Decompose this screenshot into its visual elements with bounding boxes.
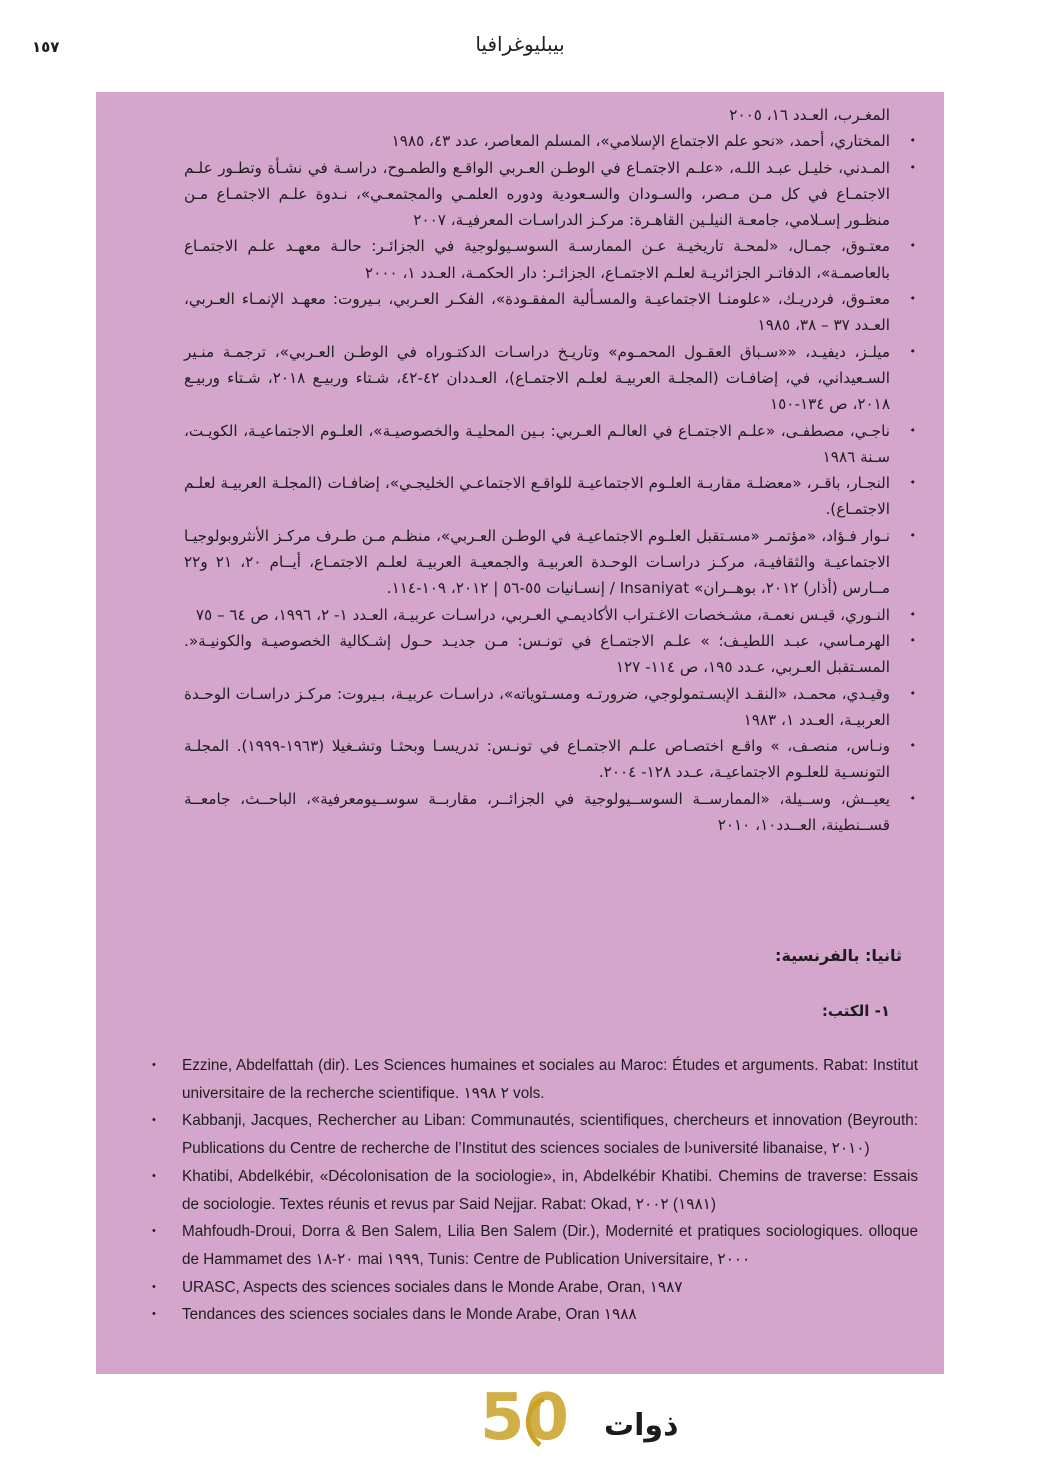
arabic-reference: • معتـوق، فردريـك، «علومنـا الاجتماعيـة والمسـألية المفقـودة»، الفكـر العـربي، بـيروت: معهـد الإنمـاء العـربي، العـدد ٣٧ – ٣٨، ١٩٨٥ (184, 286, 890, 339)
arabic-reference: • ميلـز، ديفيـد، ««سـباق العقـول المحمـوم» وتاريـخ دراسـات الدكتـوراه في الوطـن العـربي»، ترجمـة منـير السـعيداني، في، إضافـات (المجلـة العربيـة لعلـم الاجتمـاع)، العـددان ٤٢-٤٢، شـتاء وربيـع ٢٠١٨، شـتاء وربيـع ٢٠١٨، ص ١٣٤-١٥٠ (184, 339, 890, 418)
arabic-reference: • ناجـي، مصطفـى، «علـم الاجتمـاع في العالـم العـربي: بـين المحليـة والخصوصيـة»، العلـوم الاجتماعيـة، الكويـت، سـنة ١٩٨٦ (184, 418, 890, 471)
arabic-reference: • المـدني، خليـل عبـد اللـه، «علـم الاجتمـاع في الوطـن العـربي الواقـع والطمـوح، دراسـة في نشـأة وتطـور علـم الاجتمـاع في كل مـن مـصر، والسـودان والسـعودية ودوره العلمـي والمجتمعـي»، نـدوة علـم الاجتمـاع مـن منظـور إسـلامي، جامعـة النيلـين القاهـرة: مركـز الدراسـات المعرفيـة، ٢٠٠٧ (184, 155, 890, 234)
french-reference: • Tendances des sciences sociales dans le Monde Arabe, Oran ١٩٨٨ (182, 1301, 918, 1329)
arabic-reference-continuation: المغـرب، العـدد ١٦، ٢٠٠٥ (729, 106, 890, 124)
arabic-reference: • الهرمـاسي، عبـد اللطيـف؛ » علـم الاجتمـاع في تونـس: مـن جديـد حـول إشـكالية الخصوصيـة والكونيـة«. المسـتقبل العـربي، عـدد ١٩٥، ص ١١٤- ١٢٧ (184, 628, 890, 681)
arabic-reference: • يعيــش، وســيلة، «الممارســة السوســيولوجية في الجزائــر، مقاربــة سوســيومعرفية»، الباحــث، جامعــة قســنطينة، العــدد١٠، ٢٠١٠ (184, 786, 890, 839)
french-reference: • Khatibi, Abdelkébir, «Décolonisation de la sociologie», in, Abdelkébir Khatibi. Chemins de traverse: Essais de sociologie. Textes réunis et revus par Said Nejjar. Rabat: Okad, ١٩٨١) ٢٠٠٢) (182, 1163, 918, 1218)
publisher-logo (474, 1381, 679, 1455)
arabic-reference: • ونـاس، منصـف، » واقـع اختصـاص علـم الاجتمـاع في تونـس: تدريسـا وبحثـا وتشـغيلا (١٩٦٣-١٩٩٩). المجلـة التونسـية للعلـوم الاجتماعيـة، عـدد ١٢٨- ٢٠٠٤. (184, 733, 890, 786)
bibliography-panel (96, 92, 944, 1374)
arabic-reference: • النـوري، قيـس نعمـة، مشـخصات الاغـتراب الأكاديمـي العـربي، دراسـات عربيـة، العـدد ١- ٢، ١٩٩٦، ص ٦٤ – ٧٥ (184, 602, 890, 628)
logo-number: 50 (480, 1381, 570, 1455)
arabic-reference: • المختاري، أحمد، «نحو علم الاجتماع الإسلامي»، المسلم المعاصر، عدد ٤٣، ١٩٨٥ (184, 128, 890, 154)
french-reference: • Ezzine, Abdelfattah (dir). Les Sciences humaines et sociales au Maroc: Études et arguments. Rabat: Institut universitaire de la recherche scientifique. ٢ ١٩٩٨ vols. (182, 1052, 918, 1107)
french-reference: • URASC, Aspects des sciences sociales dans le Monde Arabe, Oran, ١٩٨٧ (182, 1274, 918, 1302)
subheading-books: ١- الكتب: (821, 1002, 890, 1020)
page-number: ١٥٧ (32, 38, 60, 56)
arabic-reference: • نـوار فـؤاد، «مؤتمـر «مسـتقبل العلـوم الاجتماعيـة في الوطـن العـربي»، منظـم مـن طـرف مركـز الأنثروبولوجيـا الاجتماعيـة والثقافيـة، مركـز دراسـات الوحـدة العربيـة والجمعيـة العربيـة لعلـم الاجتمـاع، أيــام ٢٠، ٢١ و٢٢ مــارس (أذار) ٢٠١٢، بوهــران» Insaniyat / إنسـانيات ٥٥-٥٦ | ٢٠١٢، ١٠٩-١١٤. (184, 523, 890, 602)
french-reference: • Mahfoudh-Droui, Dorra & Ben Salem, Lilia Ben Salem (Dir.), Modernité et pratiques sociologiques. olloque de Hammamet des ٢٠-١٨ mai ١٩٩٩, Tunis: Centre de Publication Universitaire, ٢٠٠٠ (182, 1218, 918, 1273)
logo-50-mark (474, 1381, 679, 1455)
section-heading-french: ثانيا: بالفرنسية: (775, 946, 902, 965)
logo-wordmark: ذوات (604, 1408, 679, 1443)
arabic-reference: • وقيـدي، محمـد، «النقـد الإبسـتمولوجي، ضرورتـه ومسـتوياته»، دراسـات عربيـة، بـيروت: مركـز دراسـات الوحـدة العربيـة، العـدد ١، ١٩٨٣ (184, 681, 890, 734)
arabic-reference: • معتـوق، جمـال، «لمحـة تاريخيـة عـن الممارسـة السوسـيولوجية في الجزائـر: حالـة معهـد علـم الاجتمـاع بالعاصمـة»، الدفاتـر الجزائريـة لعلـم الاجتمـاع، الجزائـر: دار الحكمـة، العـدد ١، ٢٠٠٠ (184, 233, 890, 286)
french-references-list (182, 1052, 918, 1329)
arabic-references-list (184, 102, 890, 838)
french-reference: • Kabbanji, Jacques, Rechercher au Liban: Communautés, scientifiques, chercheurs et innovation (Beyrouth: Publications du Centre de recherche de l’Institut des sciences sociales de l›université libanaise, ٢٠١٠) (182, 1107, 918, 1162)
running-title: بيبليوغرافيا (475, 32, 565, 56)
arabic-reference: • النجـار، باقـر، «معضلـة مقاربـة العلـوم الاجتماعيـة للواقـع الاجتماعـي الخليجـي»، إضافـات (المجلـة العربيـة لعلـم الاجتمـاع). (184, 470, 890, 523)
